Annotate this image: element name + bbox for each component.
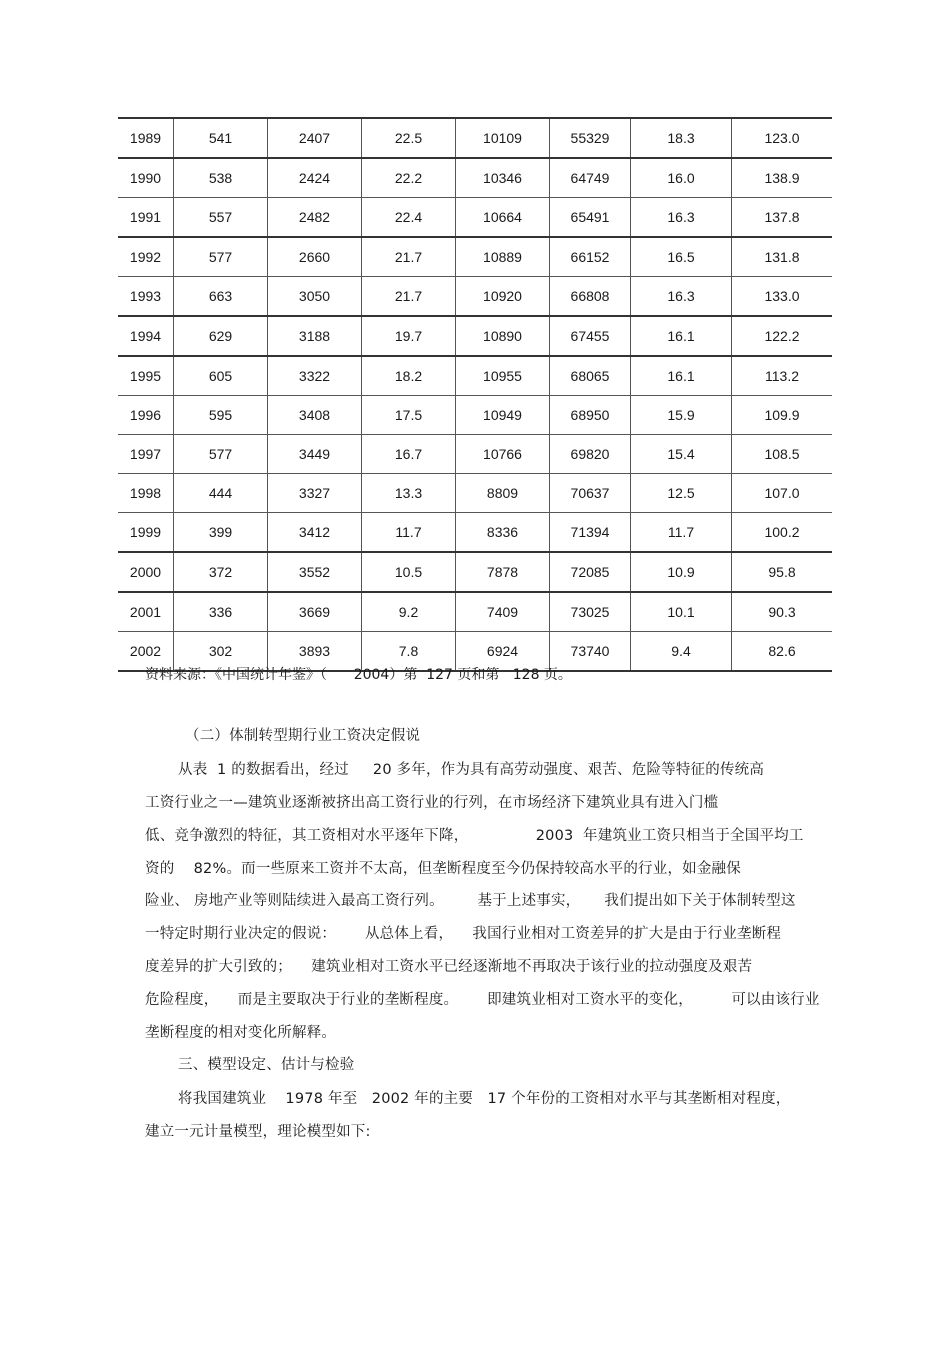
section-3-heading: 三、模型设定、估计与检验 <box>178 1057 355 1073</box>
col-4-cell: 10949 <box>456 396 550 435</box>
col-6-cell: 16.1 <box>631 356 732 396</box>
year-cell: 1998 <box>118 474 174 513</box>
col-4-cell: 10889 <box>456 237 550 277</box>
year-cell: 1994 <box>118 316 174 356</box>
col-1-cell: 605 <box>174 356 268 396</box>
col-7-cell: 108.5 <box>732 435 833 474</box>
paragraph-1-line-6: 一特定时期行业决定的假说： 从总体上看， 我国行业相对工资差异的扩大是由于行业垄断程 <box>145 926 782 942</box>
col-1-cell: 663 <box>174 277 268 317</box>
col-3-cell: 13.3 <box>362 474 456 513</box>
col-5-cell: 68065 <box>550 356 631 396</box>
col-7-cell: 113.2 <box>732 356 833 396</box>
col-4-cell: 10766 <box>456 435 550 474</box>
table-row <box>118 474 832 513</box>
table-row <box>118 552 832 592</box>
col-7-cell: 131.8 <box>732 237 833 277</box>
col-7-cell: 107.0 <box>732 474 833 513</box>
paragraph-2-line-1: 将我国建筑业 1978 年至 2002 年的主要 17 个年份的工资相对水平与其垄断相对程度， <box>178 1091 791 1107</box>
col-5-cell: 73740 <box>550 632 631 672</box>
col-7-cell: 109.9 <box>732 396 833 435</box>
col-6-cell: 11.7 <box>631 513 732 553</box>
col-6-cell: 15.4 <box>631 435 732 474</box>
col-5-cell: 66808 <box>550 277 631 317</box>
col-1-cell: 444 <box>174 474 268 513</box>
col-3-cell: 10.5 <box>362 552 456 592</box>
col-1-cell: 629 <box>174 316 268 356</box>
table-row <box>118 396 832 435</box>
col-5-cell: 67455 <box>550 316 631 356</box>
col-1-cell: 541 <box>174 118 268 158</box>
col-3-cell: 18.2 <box>362 356 456 396</box>
col-6-cell: 16.3 <box>631 277 732 317</box>
col-2-cell: 3669 <box>268 592 362 632</box>
col-1-cell: 577 <box>174 237 268 277</box>
col-4-cell: 10890 <box>456 316 550 356</box>
paragraph-1-line-7: 度差异的扩大引致的； 建筑业相对工资水平已经逐渐地不再取决于该行业的拉动强度及艰苦 <box>145 959 753 975</box>
col-4-cell: 10955 <box>456 356 550 396</box>
col-6-cell: 10.1 <box>631 592 732 632</box>
year-cell: 1993 <box>118 277 174 317</box>
table-row <box>118 118 832 158</box>
col-6-cell: 18.3 <box>631 118 732 158</box>
col-5-cell: 70637 <box>550 474 631 513</box>
col-6-cell: 12.5 <box>631 474 732 513</box>
col-2-cell: 2424 <box>268 158 362 198</box>
col-2-cell: 2660 <box>268 237 362 277</box>
col-4-cell: 7409 <box>456 592 550 632</box>
col-5-cell: 72085 <box>550 552 631 592</box>
source-note: 资料来源：《中国统计年鉴》（ 2004）第 127 页和第 128 页。 <box>145 667 572 683</box>
col-7-cell: 100.2 <box>732 513 833 553</box>
table-row <box>118 198 832 238</box>
col-3-cell: 21.7 <box>362 237 456 277</box>
col-3-cell: 7.8 <box>362 632 456 672</box>
col-1-cell: 577 <box>174 435 268 474</box>
col-7-cell: 90.3 <box>732 592 833 632</box>
year-cell: 1989 <box>118 118 174 158</box>
paragraph-1-line-9: 垄断程度的相对变化所解释。 <box>145 1025 337 1041</box>
col-7-cell: 138.9 <box>732 158 833 198</box>
col-2-cell: 3408 <box>268 396 362 435</box>
col-6-cell: 10.9 <box>631 552 732 592</box>
table-row <box>118 158 832 198</box>
col-7-cell: 95.8 <box>732 552 833 592</box>
year-cell: 2002 <box>118 632 174 672</box>
table-row <box>118 277 832 317</box>
col-5-cell: 55329 <box>550 118 631 158</box>
paragraph-1-line-3: 低、竞争激烈的特征，其工资相对水平逐年下降， 2003 年建筑业工资只相当于全国平均工 <box>145 828 804 844</box>
table-row <box>118 513 832 553</box>
col-2-cell: 3449 <box>268 435 362 474</box>
col-6-cell: 16.3 <box>631 198 732 238</box>
section-2-heading: （二）体制转型期行业工资决定假说 <box>185 728 421 744</box>
col-4-cell: 6924 <box>456 632 550 672</box>
col-3-cell: 11.7 <box>362 513 456 553</box>
col-5-cell: 71394 <box>550 513 631 553</box>
col-2-cell: 3188 <box>268 316 362 356</box>
col-1-cell: 538 <box>174 158 268 198</box>
col-1-cell: 399 <box>174 513 268 553</box>
col-5-cell: 73025 <box>550 592 631 632</box>
col-4-cell: 8809 <box>456 474 550 513</box>
col-3-cell: 22.5 <box>362 118 456 158</box>
col-2-cell: 3412 <box>268 513 362 553</box>
col-3-cell: 21.7 <box>362 277 456 317</box>
col-4-cell: 8336 <box>456 513 550 553</box>
col-3-cell: 22.4 <box>362 198 456 238</box>
paragraph-1-line-8: 危险程度， 而是主要取决于行业的垄断程度。 即建筑业相对工资水平的变化， 可以由该行业 <box>145 992 820 1008</box>
paragraph-1-line-2: 工资行业之一—建筑业逐渐被挤出高工资行业的行列，在市场经济下建筑业具有进入门槛 <box>145 795 719 811</box>
year-cell: 1999 <box>118 513 174 553</box>
paragraph-1-line-5: 险业、 房地产业等则陆续进入最高工资行列。 基于上述事实， 我们提出如下关于体制转型这 <box>145 893 796 909</box>
year-cell: 1990 <box>118 158 174 198</box>
paragraph-1-line-1: 从表 1 的数据看出，经过 20 多年，作为具有高劳动强度、艰苦、危险等特征的传统高 <box>178 762 765 778</box>
col-6-cell: 9.4 <box>631 632 732 672</box>
col-2-cell: 2407 <box>268 118 362 158</box>
col-2-cell: 3327 <box>268 474 362 513</box>
year-cell: 1992 <box>118 237 174 277</box>
col-2-cell: 3552 <box>268 552 362 592</box>
col-7-cell: 82.6 <box>732 632 833 672</box>
col-6-cell: 16.0 <box>631 158 732 198</box>
table-row <box>118 592 832 632</box>
col-2-cell: 2482 <box>268 198 362 238</box>
year-cell: 1997 <box>118 435 174 474</box>
year-cell: 1996 <box>118 396 174 435</box>
col-4-cell: 10346 <box>456 158 550 198</box>
col-1-cell: 302 <box>174 632 268 672</box>
col-6-cell: 15.9 <box>631 396 732 435</box>
col-3-cell: 17.5 <box>362 396 456 435</box>
col-5-cell: 69820 <box>550 435 631 474</box>
table-row <box>118 316 832 356</box>
col-4-cell: 7878 <box>456 552 550 592</box>
year-cell: 1991 <box>118 198 174 238</box>
col-1-cell: 372 <box>174 552 268 592</box>
wage-data-table <box>118 117 832 672</box>
col-2-cell: 3322 <box>268 356 362 396</box>
col-2-cell: 3893 <box>268 632 362 672</box>
table-row <box>118 435 832 474</box>
col-1-cell: 557 <box>174 198 268 238</box>
col-3-cell: 22.2 <box>362 158 456 198</box>
year-cell: 1995 <box>118 356 174 396</box>
col-5-cell: 66152 <box>550 237 631 277</box>
col-7-cell: 137.8 <box>732 198 833 238</box>
col-1-cell: 336 <box>174 592 268 632</box>
table-row <box>118 356 832 396</box>
col-6-cell: 16.1 <box>631 316 732 356</box>
col-7-cell: 133.0 <box>732 277 833 317</box>
col-5-cell: 64749 <box>550 158 631 198</box>
year-cell: 2000 <box>118 552 174 592</box>
col-7-cell: 122.2 <box>732 316 833 356</box>
col-3-cell: 16.7 <box>362 435 456 474</box>
paragraph-2-line-2: 建立一元计量模型，理论模型如下: <box>145 1124 371 1140</box>
year-cell: 2001 <box>118 592 174 632</box>
col-3-cell: 19.7 <box>362 316 456 356</box>
col-2-cell: 3050 <box>268 277 362 317</box>
col-5-cell: 68950 <box>550 396 631 435</box>
paragraph-1-line-4: 资的 82%。而一些原来工资并不太高，但垄断程度至今仍保持较高水平的行业，如金融保 <box>145 861 741 877</box>
col-4-cell: 10664 <box>456 198 550 238</box>
col-3-cell: 9.2 <box>362 592 456 632</box>
col-7-cell: 123.0 <box>732 118 833 158</box>
col-5-cell: 65491 <box>550 198 631 238</box>
table-row <box>118 237 832 277</box>
col-4-cell: 10109 <box>456 118 550 158</box>
col-1-cell: 595 <box>174 396 268 435</box>
col-4-cell: 10920 <box>456 277 550 317</box>
col-6-cell: 16.5 <box>631 237 732 277</box>
